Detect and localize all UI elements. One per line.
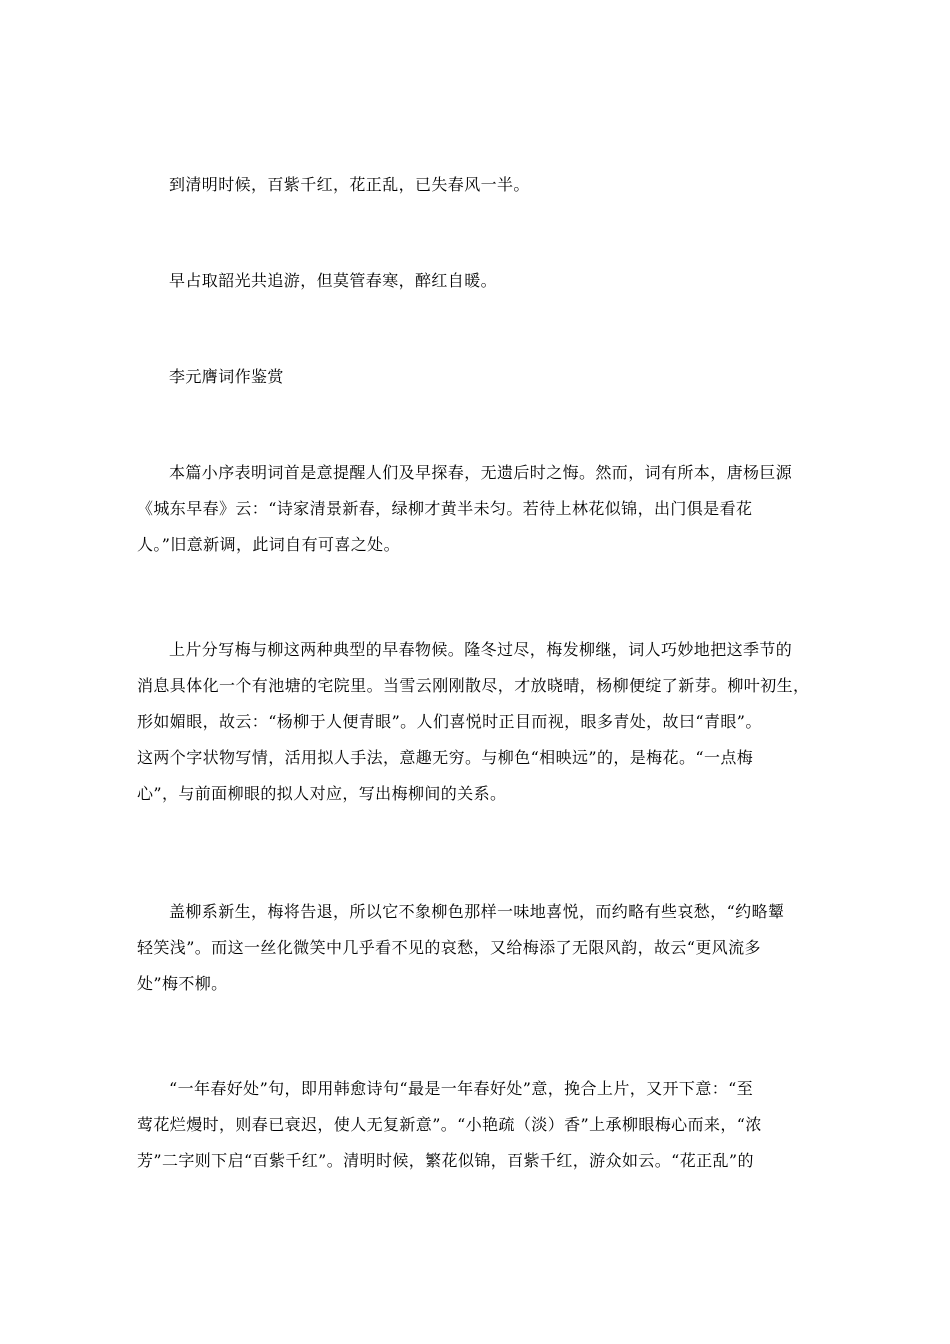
appreciation-paragraph-4 <box>137 1071 817 1179</box>
text-line: 轻笑浅”。而这一丝化微笑中几乎看不见的哀愁，又给梅添了无限风韵，故云“更风流多 <box>137 938 761 957</box>
text-line: “一年春好处”句，即用韩愈诗句“最是一年春好处”意，挽合上片，又开下意：“至 <box>169 1079 754 1098</box>
text-line: 消息具体化一个有池塘的宅院里。当雪云刚刚散尽，才放晓晴，杨柳便绽了新芽。柳叶初生， <box>137 676 810 695</box>
text-line: 早占取韶光共追游，但莫管春寒，醉红自暖。 <box>169 271 498 290</box>
appreciation-paragraph-1 <box>137 455 817 563</box>
section-title <box>137 359 817 395</box>
text-line: 人。”旧意新调，此词自有可喜之处。 <box>137 535 400 554</box>
text-line: 处”梅不柳。 <box>137 974 228 993</box>
text-line: 盖柳系新生，梅将告退，所以它不象柳色那样一味地喜悦，而约略有些哀愁，“约略颦 <box>169 902 785 921</box>
text-line: 这两个字状物写情，活用拟人手法，意趣无穷。与柳色“相映远”的，是梅花。“一点梅 <box>137 748 754 767</box>
text-line: 心”，与前面柳眼的拟人对应，写出梅柳间的关系。 <box>137 784 507 803</box>
text-line: 芳”二字则下启“百紫千红”。清明时候，繁花似锦，百紫千红，游众如云。“花正乱”的 <box>137 1151 754 1170</box>
appreciation-paragraph-3 <box>137 894 817 1002</box>
text-line: 本篇小序表明词首是意提醒人们及早探春，无遗后时之悔。然而，词有所本，唐杨巨源 <box>169 463 793 482</box>
text-line: 到清明时候，百紫千红，花正乱，已失春风一半。 <box>169 175 530 194</box>
text-line: 《城东早春》云：“诗家清景新春，绿柳才黄半未匀。若待上林花似锦，出门俱是看花 <box>137 499 753 518</box>
verse-line-2 <box>137 263 817 299</box>
text-line: 上片分写梅与柳这两种典型的早春物候。隆冬过尽，梅发柳继，词人巧妙地把这季节的 <box>169 640 793 659</box>
text-line: 形如媚眼，故云：“杨柳于人便青眼”。人们喜悦时正目而视，眼多青处，故曰“青眼”。 <box>137 712 762 731</box>
text-line: 李元膺词作鉴赏 <box>169 367 284 386</box>
text-line: 莺花烂熳时，则春已衰迟，使人无复新意”。“小艳疏（淡）香”上承柳眼梅心而来，“浓 <box>137 1115 762 1134</box>
verse-line-1 <box>137 167 817 203</box>
appreciation-paragraph-2 <box>137 632 817 812</box>
